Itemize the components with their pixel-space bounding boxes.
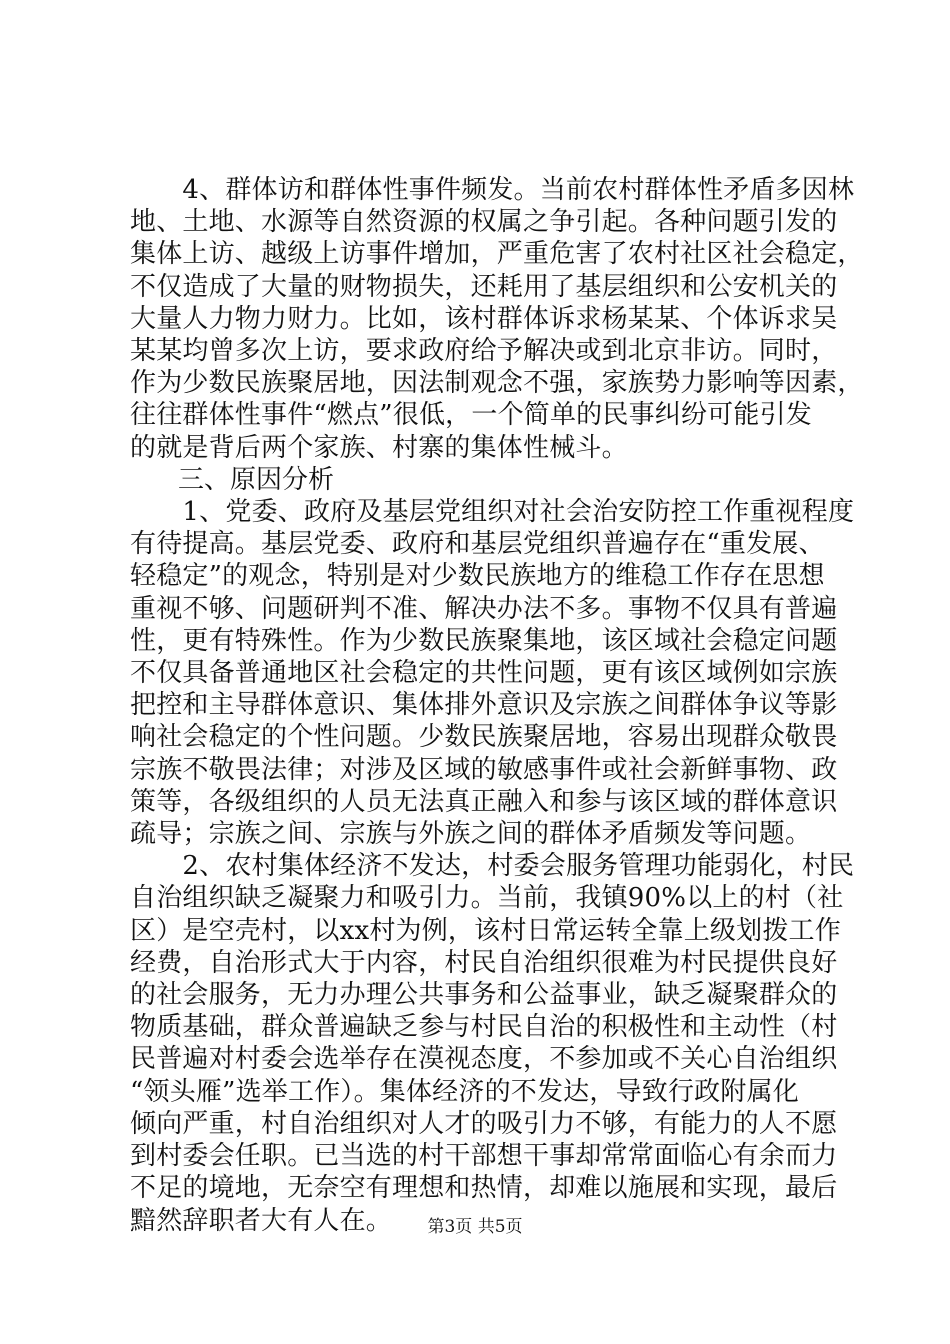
text-line: 的社会服务，无力办理公共事务和公益事业，缺乏凝聚群众的 (130, 980, 838, 1011)
text-line: 轻稳定”的观念，特别是对少数民族地方的维稳工作存在思想 (130, 561, 825, 592)
text-line: 策等，各级组织的人员无法真正融入和参与该区域的群体意识 (130, 786, 838, 817)
text-line: 地、土地、水源等自然资源的权属之争引起。各种问题引发的 (130, 207, 838, 238)
text-line: 黯然辞职者大有人在。 (130, 1205, 393, 1236)
text-line: 往往群体性事件“燃点”很低，一个简单的民事纠纷可能引发 (130, 400, 812, 431)
text-line: 把控和主导群体意识、集体排外意识及宗族之间群体争议等影 (130, 690, 838, 721)
text-line: 集体上访、越级上访事件增加，严重危害了农村社区社会稳定， (130, 239, 864, 270)
page-footer: 第3页 共5页 (427, 1217, 523, 1237)
text-line: 重视不够、问题研判不准、解决办法不多。事物不仅具有普遍 (130, 593, 838, 624)
text-line: 不仅造成了大量的财物损失，还耗用了基层组织和公安机关的 (130, 271, 838, 302)
text-line: 的就是背后两个家族、村寨的集体性械斗。 (130, 432, 628, 463)
paragraph-group-petitions (130, 174, 864, 464)
text-line: 不足的境地，无奈空有理想和热情，却难以施展和实现，最后 (130, 1173, 838, 1204)
text-line: 不仅具备普通地区社会稳定的共性问题，更有该区域例如宗族 (130, 658, 838, 689)
text-line: 倾向严重，村自治组织对人才的吸引力不够，有能力的人不愿 (130, 1108, 838, 1139)
text-line: 有待提高。基层党委、政府和基层党组织普遍存在“重发展、 (130, 529, 825, 560)
text-line: 作为少数民族聚居地，因法制观念不强，家族势力影响等因素， (130, 368, 864, 399)
text-line: 宗族不敬畏法律；对涉及区域的敏感事件或社会新鲜事物、政 (130, 754, 838, 785)
text-line: 性，更有特殊性。作为少数民族聚集地，该区域社会稳定问题 (130, 625, 838, 656)
text-line: 物质基础，群众普遍缺乏参与村民自治的积极性和主动性（村 (130, 1012, 838, 1043)
text-line: 4、群体访和群体性事件频发。当前农村群体性矛盾多因林 (130, 175, 855, 205)
text-line: 民普遍对村委会选举存在漠视态度，不参加或不关心自治组织 (130, 1044, 838, 1075)
text-line: 1、党委、政府及基层党组织对社会治安防控工作重视程度 (130, 497, 855, 528)
paragraph-collective-economy (130, 850, 855, 1236)
section-heading: 三、原因分析 (178, 464, 335, 495)
text-line: “领头雁”选举工作）。集体经济的不发达，导致行政附属化 (130, 1076, 799, 1107)
text-line: 疏导；宗族之间、宗族与外族之间的群体矛盾频发等问题。 (130, 819, 812, 850)
text-line: 自治组织缺乏凝聚力和吸引力。当前，我镇90%以上的村（社 (130, 883, 844, 914)
text-line: 到村委会任职。已当选的村干部想干事却常常面临心有余而力 (130, 1141, 838, 1172)
paragraph-party-attention (130, 496, 855, 850)
text-line: 2、农村集体经济不发达，村委会服务管理功能弱化，村民 (130, 851, 855, 882)
document-body (130, 174, 864, 1237)
text-line: 区）是空壳村，以xx村为例，该村日常运转全靠上级划拨工作 (130, 915, 841, 946)
text-line: 经费，自治形式大于内容，村民自治组织很难为村民提供良好 (130, 947, 838, 978)
text-line: 响社会稳定的个性问题。少数民族聚居地，容易出现群众敬畏 (130, 722, 838, 753)
text-line: 大量人力物力财力。比如，该村群体诉求杨某某、个体诉求吴 (130, 303, 838, 334)
text-line: 某某均曾多次上访，要求政府给予解决或到北京非访。同时， (130, 336, 838, 367)
